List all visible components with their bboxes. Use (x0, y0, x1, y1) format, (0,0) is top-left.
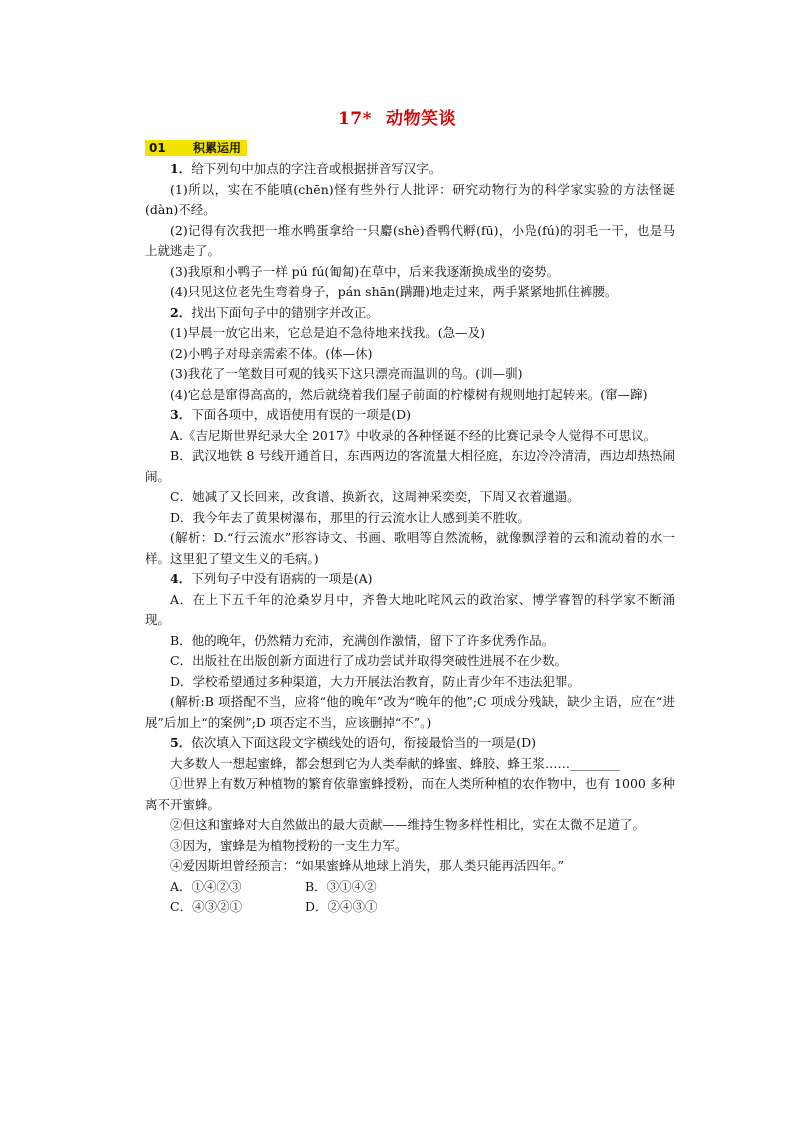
q5-item: ④爱因斯坦曾经预言：“如果蜜蜂从地球上消失，那人类只能再活四年。” (170, 858, 565, 873)
q5-lead: 大多数人一想起蜜蜂，都会想到它为人类奉献的蜂蜜、蜂胶、蜂王浆……________ (170, 755, 621, 771)
section-number: 01 (149, 141, 166, 155)
q5-item: ②但这和蜜蜂对大自然做出的最大贡献——维持生物多样性相比，实在太微不足道了。 (170, 817, 646, 832)
exercise-content (145, 159, 675, 918)
q4-analysis: (解析:B 项搭配不当，应将“他的晚年”改为“晚年的他”;C 项成分残缺，缺少主语，应在“进展”后加上“的案例”;D 项否定不当，应该删掉“不”。) (145, 694, 675, 730)
question-3: 3．下面各项中，成语使用有误的一项是(D) (170, 407, 411, 422)
q5-item: ①世界上有数万种植物的繁育依靠蜜蜂授粉，而在人类所种植的农作物中，也有 1000 多种离不开蜜蜂。 (145, 776, 675, 812)
question-4: 4．下列句子中没有语病的一项是(A) (170, 571, 373, 586)
lesson-title: 动物笑谈 (386, 109, 457, 129)
q2-item: (4)它总是窜得高高的，然后就绕着我们屋子前面的柠檬树有规则地打起转来。(窜—蹿) (170, 386, 648, 402)
q1-item: (4)只见这位老先生弯着身子，pán shān(蹒跚)地走过来，两手紧紧地抓住裤腰。 (170, 284, 618, 299)
q4-option: A．在上下五千年的沧桑岁月中，齐鲁大地叱咤风云的政治家、博学睿智的科学家不断涌现。 (145, 591, 675, 627)
q5-choices-row-2 (145, 897, 675, 918)
q3-option: D．我今年去了黄果树瀑布，那里的行云流水让人感到美不胜收。 (170, 509, 531, 525)
q1-item: (1)所以，实在不能嗔(chēn)怪有些外行人批评：研究动物行为的科学家实验的方法怪诞(dàn)不经。 (145, 181, 675, 217)
section-heading (145, 140, 247, 156)
q2-item: (1)早晨一放它出来，它总是迫不急待地来找我。(急—及) (170, 325, 485, 340)
page-title (0, 104, 794, 129)
q5-choice: B．③①④② (305, 878, 377, 894)
question-5: 5．依次填入下面这段文字横线处的语句，衔接最恰当的一项是(D) (170, 735, 536, 750)
q3-option: C．她减了又长回来，改食谱、换新衣，这周神采奕奕，下周又衣着邋遢。 (170, 489, 580, 504)
q4-option: C．出版社在出版创新方面进行了成功尝试并取得突破性进展不在少数。 (170, 653, 568, 668)
q5-choice: D．②④③① (305, 899, 378, 914)
question-1: 1．给下列句中加点的字注音或根据拼音写汉字。 (170, 161, 442, 176)
question-2: 2．找出下面句子中的错别字并改正。 (170, 304, 379, 320)
q3-option: A.《吉尼斯世界纪录大全 2017》中收录的各种怪诞不经的比赛记录令人觉得不可思议。 (170, 427, 657, 443)
q1-item: (2)记得有次我把一堆水鸭蛋拿给一只麝(shè)香鸭代孵(fū)，小凫(fú)的羽毛一干，也是马上就逃走了。 (145, 222, 675, 258)
q4-option: D．学校希望通过多种渠道，大力开展法治教育，防止青少年不违法犯罪。 (170, 673, 581, 689)
q5-choice: A．①④②③ (170, 878, 242, 894)
q3-analysis: (解析：D.“行云流水”形容诗文、书画、歌唱等自然流畅，就像飘浮着的云和流动着的水一样。这里犯了望文生义的毛病。) (145, 530, 675, 566)
q5-choices-row-1 (145, 877, 675, 898)
lesson-number: 17* (337, 109, 373, 129)
q1-item: (3)我原和小鸭子一样 pú fú(匍匐)在草中，后来我逐渐换成坐的姿势。 (170, 263, 560, 279)
q5-choice: C．④③②① (170, 899, 243, 914)
q5-item: ③因为，蜜蜂是为植物授粉的一支生力军。 (170, 837, 408, 853)
q3-option: B．武汉地铁 8 号线开通首日，东西两边的客流量大相径庭，东边冷冷清清，西边却热热闹闹。 (145, 448, 675, 484)
q2-item: (3)我花了一笔数目可观的钱买下这只漂亮而温训的鸟。(训—驯) (170, 366, 523, 381)
q4-option: B．他的晚年，仍然精力充沛，充满创作激情，留下了许多优秀作品。 (170, 632, 555, 648)
section-label: 积累运用 (193, 141, 242, 155)
q2-item: (2)小鸭子对母亲需索不体。(体—休) (170, 345, 373, 361)
